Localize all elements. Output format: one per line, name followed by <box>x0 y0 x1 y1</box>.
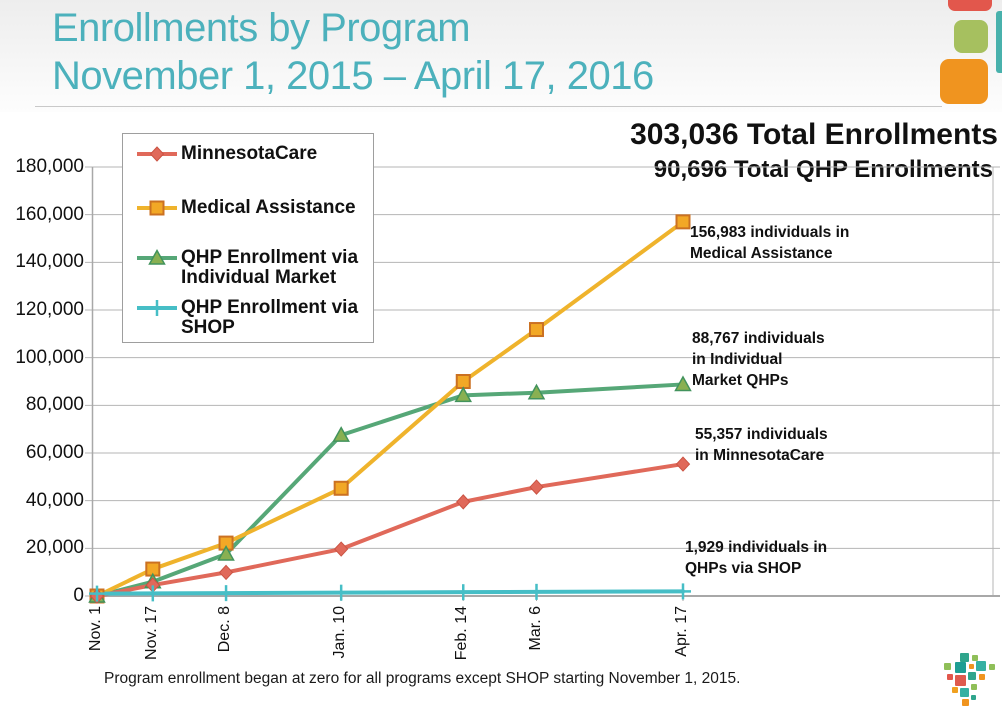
y-axis-label: 20,000 <box>25 537 84 559</box>
x-axis-label: Feb. 14 <box>453 606 471 661</box>
x-axis-label: Apr. 17 <box>673 606 690 657</box>
y-axis-label: 180,000 <box>15 156 84 177</box>
logo-square <box>971 684 977 690</box>
x-axis-label: Mar. 6 <box>526 606 544 651</box>
y-axis-label: 120,000 <box>15 299 84 320</box>
y-axis-label: 0 <box>73 585 84 606</box>
annotation-line: in Individual <box>692 351 783 368</box>
logo-square <box>944 663 951 670</box>
total-enrollments-text: 303,036 Total Enrollments <box>630 118 998 151</box>
logo-square <box>989 664 995 670</box>
annotation-minnesotacare <box>695 424 828 466</box>
y-axis-label: 160,000 <box>15 203 84 225</box>
diamond-marker-icon <box>135 144 179 164</box>
page-title-line1: Enrollments by Program <box>52 6 471 50</box>
annotation-line: 88,767 individuals <box>692 330 825 347</box>
legend-item-minnesotacare <box>135 144 373 164</box>
logo-square <box>971 695 976 700</box>
logo-square <box>960 653 969 662</box>
y-axis-label: 40,000 <box>25 489 84 511</box>
annotation-line: in MinnesotaCare <box>695 447 825 464</box>
y-axis-label: 60,000 <box>25 442 84 463</box>
annotation-shop <box>685 537 827 579</box>
logo-square <box>960 688 969 697</box>
annotation-line: QHPs via SHOP <box>685 560 802 577</box>
annotation-line: Medical Assistance <box>690 245 833 262</box>
logo-square <box>979 674 985 680</box>
y-axis-label: 80,000 <box>25 394 84 416</box>
legend-item-qhp-enrollment-via-individual-market <box>135 248 373 288</box>
logo-square <box>952 687 958 693</box>
annotation-line: 156,983 individuals in <box>690 224 850 241</box>
logo-square <box>969 664 974 669</box>
plus-marker-icon <box>135 298 179 318</box>
annotation-line: Market QHPs <box>692 372 789 389</box>
logo-square <box>976 661 986 671</box>
x-axis-label: Jan. 10 <box>331 606 349 659</box>
annotation-line: 1,929 individuals in <box>685 539 828 556</box>
triangle-marker-icon <box>135 248 179 268</box>
legend-label: MinnesotaCare <box>181 143 318 164</box>
footnote: Program enrollment began at zero for all programs except SHOP starting November 1, 2015. <box>104 670 741 687</box>
legend-label: QHP Enrollment via SHOP <box>181 297 359 338</box>
chart-legend <box>122 133 374 343</box>
legend-label: QHP Enrollment via Individual Market <box>181 247 359 288</box>
x-axis-label: Nov. 1 <box>87 606 104 652</box>
legend-item-medical-assistance <box>135 198 373 218</box>
annotation-medical-assistance <box>690 222 849 264</box>
mnsure-logo-mark <box>942 651 1002 705</box>
square-marker-icon <box>135 198 179 218</box>
y-axis-label: 100,000 <box>15 346 84 368</box>
total-qhp-enrollments-text: 90,696 Total QHP Enrollments <box>653 156 993 183</box>
logo-square <box>955 675 966 686</box>
logo-square <box>955 662 966 673</box>
legend-item-qhp-enrollment-via-shop <box>135 298 373 338</box>
logo-square <box>947 674 953 680</box>
logo-square <box>968 672 976 680</box>
annotation-individual-qhp <box>692 328 825 391</box>
page-title-line2: November 1, 2015 – April 17, 2016 <box>52 54 654 98</box>
x-axis-label: Dec. 8 <box>216 606 234 653</box>
x-axis-label: Nov. 17 <box>142 606 160 660</box>
y-axis-label: 140,000 <box>15 251 84 273</box>
legend-label: Medical Assistance <box>181 197 356 218</box>
annotation-line: 55,357 individuals <box>695 426 828 443</box>
